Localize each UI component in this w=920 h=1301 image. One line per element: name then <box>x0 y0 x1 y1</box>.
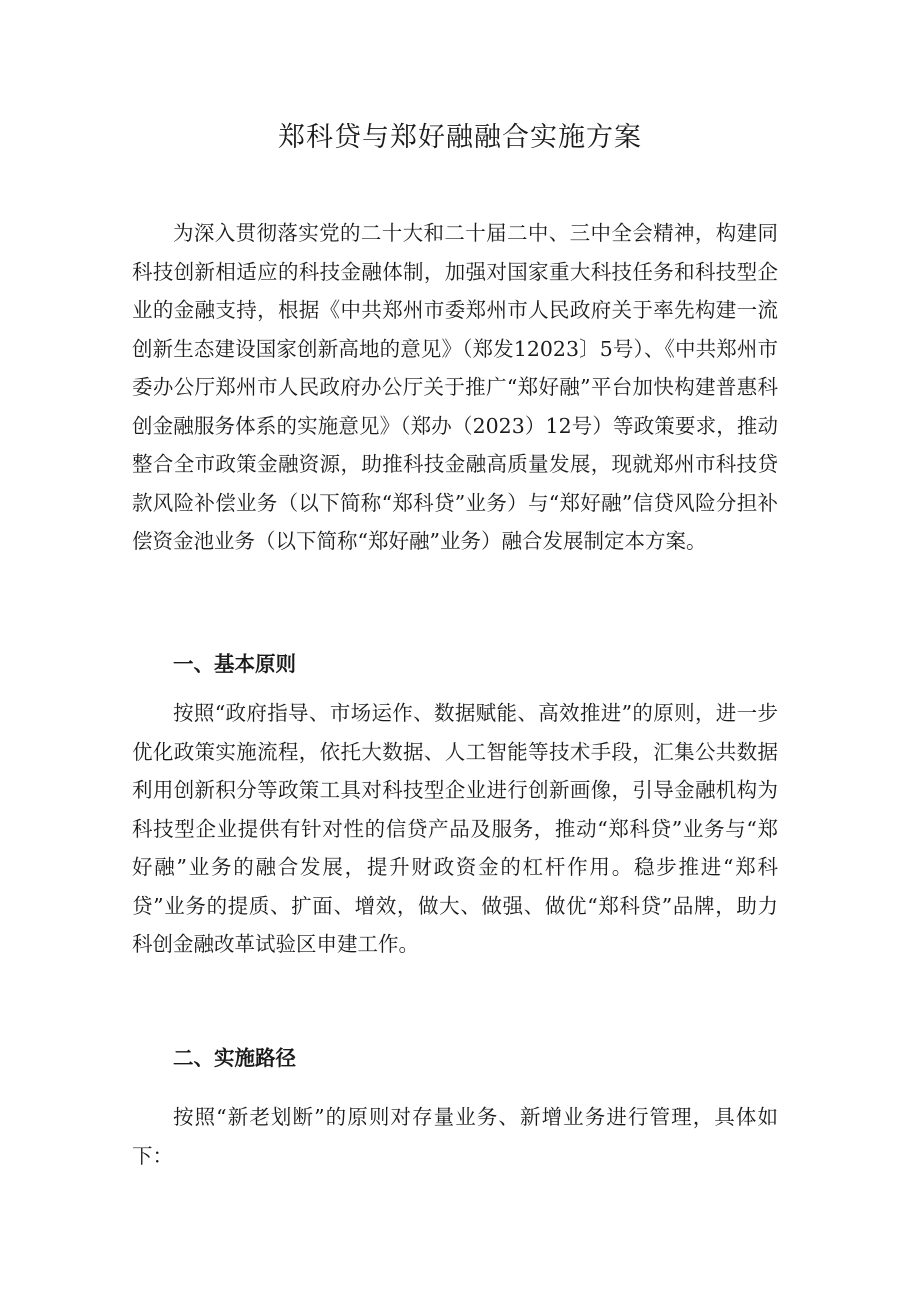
intro-paragraph: 为深入贯彻落实党的二十大和二十届二中、三中全会精神，构建同科技创新相适应的科技金融体制，加强对国家重大科技任务和科技型企业的金融支持，根据《中共郑州市委郑州市人民政府关于率先构建一流创新生态建设国家创新高地的意见》（郑发12023〕5号）、《中共郑州市委办公厅郑州市人民政府办公厅关于推广“郑好融”平台加快构建普惠科创金融服务体系的实施意见》（郑办（2023）12号）等政策要求，推动整合全市政策金融资源，助推科技金融高质量发展，现就郑州市科技贷款风险补偿业务（以下简称“郑科贷”业务）与“郑好融”信贷风险分担补偿资金池业务（以下简称“郑好融”业务）融合发展制定本方案。 <box>132 221 778 553</box>
section-heading-implementation-path: 二、实施路径 <box>173 1046 296 1070</box>
basic-principles-paragraph: 按照“政府指导、市场运作、数据赋能、高效推进”的原则，进一步优化政策实施流程，依托大数据、人工智能等技术手段，汇集公共数据利用创新积分等政策工具对科技型企业进行创新画像，引导金融机构为科技型企业提供有针对性的信贷产品及服务，推动“郑科贷”业务与“郑好融”业务的融合发展，提升财政资金的杠杆作用。稳步推进“郑科贷”业务的提质、扩面、增效，做大、做强、做优“郑科贷”品牌，助力科创金融改革试验区申建工作。 <box>132 701 778 956</box>
implementation-path-paragraph: 按照“新老划断”的原则对存量业务、新增业务进行管理，具体如下： <box>132 1105 778 1168</box>
document-title: 郑科贷与郑好融融合实施方案 <box>278 122 642 153</box>
section-heading-basic-principles: 一、基本原则 <box>173 652 296 676</box>
